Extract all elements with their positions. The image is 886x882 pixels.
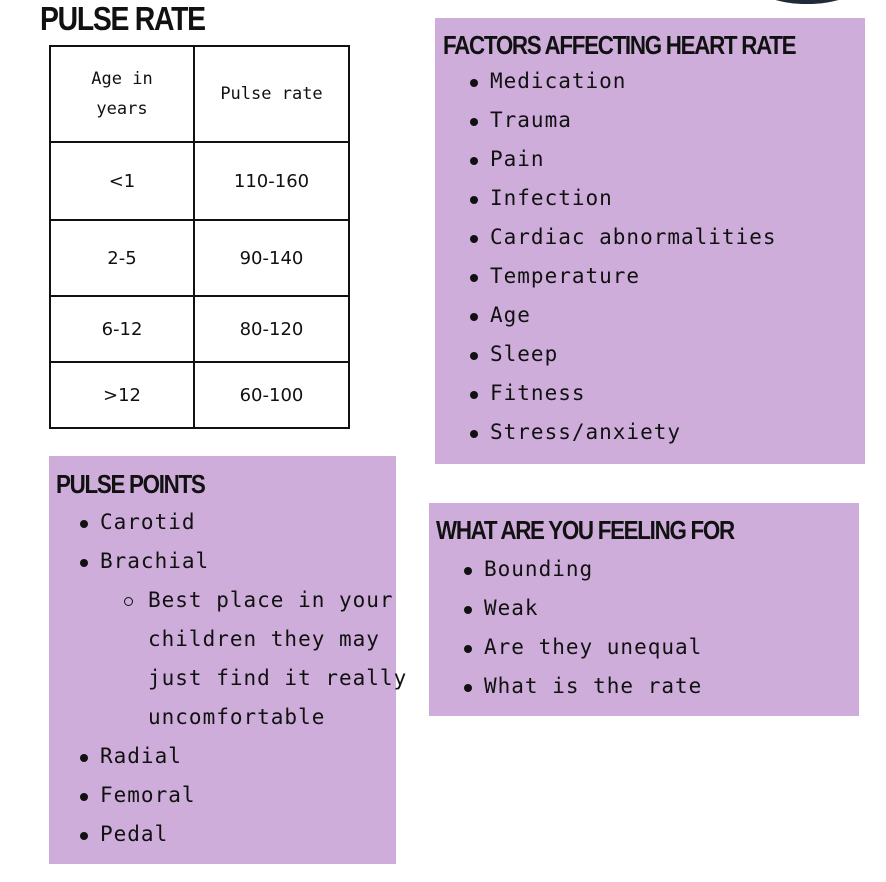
brachial-note <box>148 581 407 737</box>
age-cell: 2-5 <box>50 220 194 296</box>
table-row <box>50 296 349 362</box>
header-age-line-2: years <box>96 99 148 119</box>
list-item: Age <box>470 296 777 335</box>
list-item: Medication <box>470 62 777 101</box>
list-item: Temperature <box>470 257 777 296</box>
table-row <box>50 142 349 220</box>
list-item: What is the rate <box>464 667 702 706</box>
feeling-list <box>464 550 702 706</box>
table-row <box>50 362 349 428</box>
pulse-points-list <box>80 503 407 854</box>
rate-cell: 80-120 <box>194 296 349 362</box>
note-line: Best place in your <box>148 588 394 612</box>
list-item: Carotid <box>80 503 407 542</box>
list-item: Pedal <box>80 815 407 854</box>
header-age-line-1: Age in <box>91 69 153 89</box>
pulse-rate-table <box>49 45 350 429</box>
note-line: just find it really <box>148 666 408 690</box>
feeling-title: WHAT ARE YOU FEELING FOR <box>436 515 734 545</box>
factors-affecting-heart-rate-box <box>435 18 865 464</box>
list-item: Femoral <box>80 776 407 815</box>
age-cell: <1 <box>50 142 194 220</box>
factors-list <box>470 62 777 452</box>
list-item: Cardiac abnormalities <box>470 218 777 257</box>
note-line: children they may <box>148 627 380 651</box>
list-item: Fitness <box>470 374 777 413</box>
pulse-points-title: PULSE POINTS <box>56 469 205 499</box>
page-title: PULSE RATE <box>40 0 205 37</box>
list-item: Infection <box>470 179 777 218</box>
list-item: Radial <box>80 737 407 776</box>
list-item: Sleep <box>470 335 777 374</box>
age-cell: >12 <box>50 362 194 428</box>
list-item: Trauma <box>470 101 777 140</box>
header-age-in-years <box>50 46 194 142</box>
pulse-points-box <box>49 456 408 864</box>
rate-cell: 110-160 <box>194 142 349 220</box>
list-item: Pain <box>470 140 777 179</box>
note-line: uncomfortable <box>148 705 326 729</box>
brachial-sub-list <box>100 581 407 737</box>
table-row <box>50 220 349 296</box>
rate-cell: 60-100 <box>194 362 349 428</box>
header-pulse-rate: Pulse rate <box>194 46 349 142</box>
list-item: Bounding <box>464 550 702 589</box>
factors-title: FACTORS AFFECTING HEART RATE <box>443 30 796 60</box>
list-item: Are they unequal <box>464 628 702 667</box>
table-header-row <box>50 46 349 142</box>
what-are-you-feeling-for-box <box>429 503 859 716</box>
brachial-label: Brachial <box>100 549 210 573</box>
list-item: Stress/anxiety <box>470 413 777 452</box>
rate-cell: 90-140 <box>194 220 349 296</box>
corner-decoration <box>752 0 862 4</box>
list-item-brachial <box>80 542 407 737</box>
list-item: Weak <box>464 589 702 628</box>
age-cell: 6-12 <box>50 296 194 362</box>
